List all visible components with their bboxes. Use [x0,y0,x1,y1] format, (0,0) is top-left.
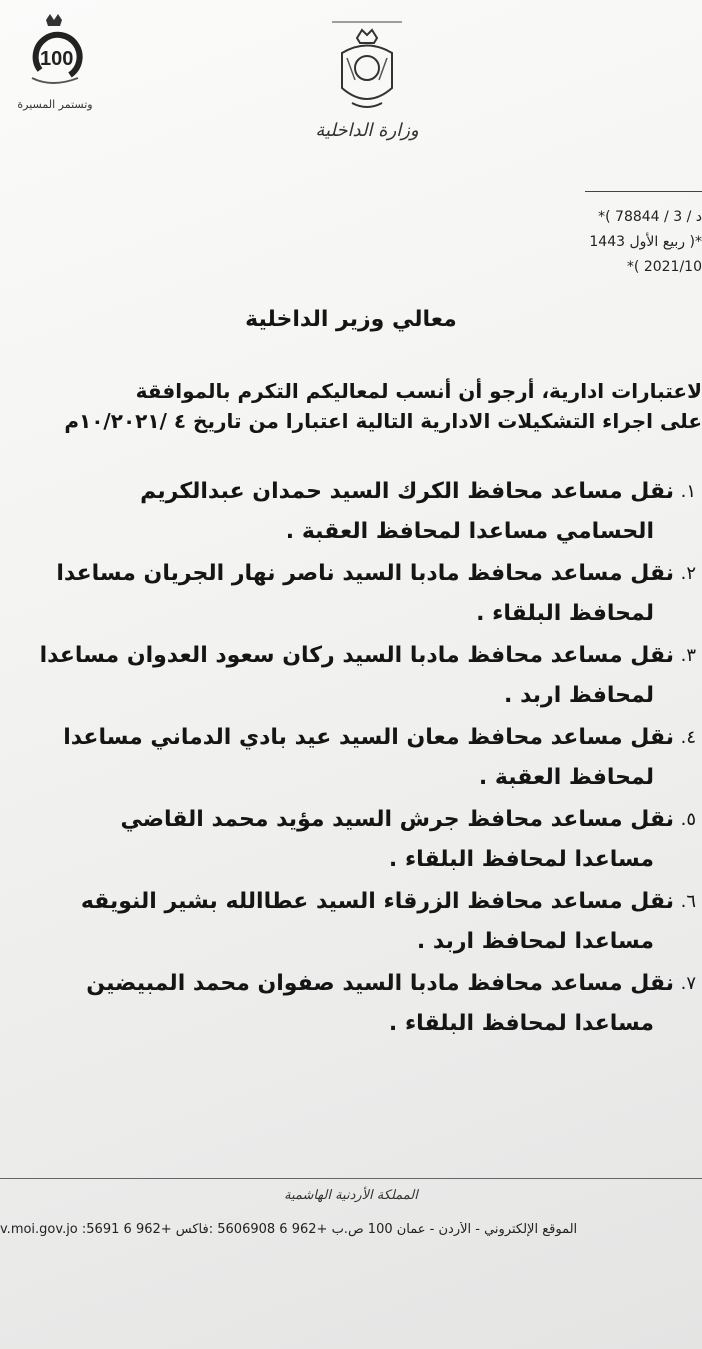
anniversary-number: 100 [40,48,74,70]
list-item [14,554,696,636]
ref-hijri-date: ربيع الأول 1443 )* [589,234,702,250]
ministry-name: وزارة الداخلية [315,120,419,141]
reference-block [542,205,702,280]
item-number: ٢. [680,563,696,584]
ref-number: *( 78844 / د / 3 [598,209,702,225]
centennial-logo [10,10,100,115]
footer-contact: v.moi.gov.jo :الموقع الإلكتروني - الأردن - عمان 100 ص.ب +962 6 5606908 :فاكس +962 6 5691 [0,1222,578,1237]
list-item [14,472,696,554]
salutation: معالي وزير الداخلية [245,307,457,332]
transfer-list [14,472,696,1046]
list-item [14,800,696,882]
list-item [14,882,696,964]
item-text: نقل مساعد محافظ مادبا السيد ناصر نهار الجريان مساعدا [56,561,674,586]
coat-of-arms-icon [322,8,412,118]
item-number: ٥. [680,809,696,830]
item-text: نقل مساعد محافظ الكرك السيد حمدان عبدالكريم [140,479,674,504]
item-number: ٧. [680,973,696,994]
item-text-cont: الحسامي مساعدا لمحافظ العقبة . [285,519,654,544]
list-item [14,964,696,1046]
item-text-cont: مساعدا لمحافظ البلقاء . [388,847,654,872]
item-number: ٦. [680,891,696,912]
item-text: نقل مساعد محافظ الزرقاء السيد عطاالله بشير النويقه [80,889,674,914]
list-item [14,718,696,800]
intro-line: لاعتبارات ادارية، أرجو أن أنسب لمعاليكم التكرم بالموافقة [135,379,702,403]
item-text: نقل مساعد محافظ معان السيد عيد بادي الدماني مساعدا [63,725,674,750]
intro-paragraph [12,376,702,436]
coat-of-arms [315,8,419,158]
item-text: نقل مساعد محافظ جرش السيد مؤيد محمد القاضي [120,807,674,832]
list-item [14,636,696,718]
item-text-cont: لمحافظ اربد . [504,683,654,708]
crown-100-icon [10,10,100,100]
footer-divider [0,1178,702,1179]
item-number: ١. [680,481,696,502]
item-text: نقل مساعد محافظ مادبا السيد صفوان محمد المبيضين [86,971,674,996]
item-text-cont: مساعدا لمحافظ البلقاء . [388,1011,654,1036]
anniversary-caption: وتستمر المسيرة [17,98,93,111]
letterhead [0,0,702,160]
item-text-cont: لمحافظ العقبة . [478,765,654,790]
footer-kingdom: المملكة الأردنية الهاشمية [284,1188,418,1203]
item-number: ٣. [680,645,696,666]
ref-date: *( 2021/10 [626,259,702,275]
header-divider [585,191,702,192]
item-text: نقل مساعد محافظ مادبا السيد ركان سعود العدوان مساعدا [39,643,674,668]
item-text-cont: لمحافظ البلقاء . [476,601,654,626]
item-text-cont: مساعدا لمحافظ اربد . [416,929,654,954]
item-number: ٤. [680,727,696,748]
intro-line: على اجراء التشكيلات الادارية التالية اعتبارا من تاريخ ٤ /١٠/٢٠٢١م [64,409,702,433]
